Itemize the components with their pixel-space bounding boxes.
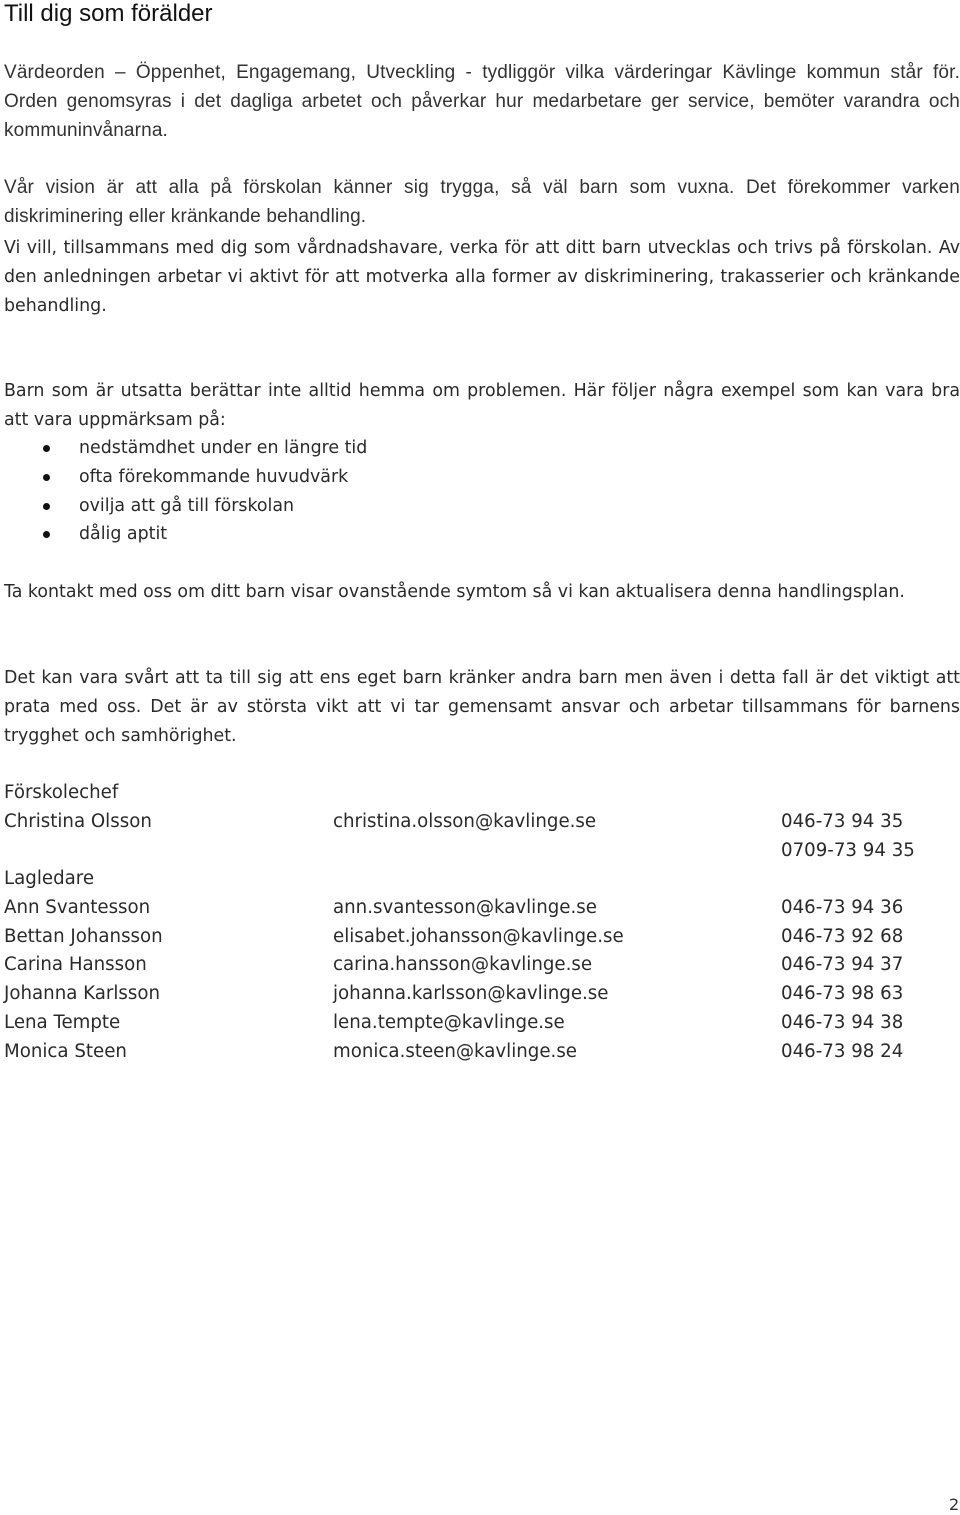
contact-row: [0, 808, 960, 837]
contact-row: [0, 980, 960, 1009]
contact-name: Monica Steen: [4, 1041, 127, 1062]
contact-phone: 046-73 92 68: [781, 926, 904, 947]
bullet-icon: [43, 474, 50, 481]
list-item-text: nedstämdhet under en längre tid: [79, 438, 368, 458]
vision-paragraph: Vår vision är att alla på förskolan känner sig trygga, så väl barn som vuxna. Det förekommer varken diskriminering eller kränkande behandling.: [4, 177, 960, 227]
contact-email[interactable]: johanna.karlsson@kavlinge.se: [333, 983, 609, 1004]
contact-name: Lena Tempte: [4, 1012, 121, 1033]
contact-name: Ann Svantesson: [4, 897, 151, 918]
contact-phone: 046-73 98 63: [781, 983, 904, 1004]
contact-email[interactable]: ann.svantesson@kavlinge.se: [333, 897, 597, 918]
contact-row: [0, 894, 960, 923]
list-item-text: dålig aptit: [79, 524, 168, 545]
warning-signs-list: [4, 434, 704, 549]
contact-row: [0, 951, 960, 980]
contact-phone: 046-73 94 38: [781, 1012, 904, 1033]
team-label: Lagledare: [4, 868, 95, 889]
list-item: [4, 463, 704, 492]
list-item: [4, 434, 704, 463]
page-title: Till dig som förälder: [4, 0, 213, 27]
contact-phone: 046-73 98 24: [781, 1041, 904, 1062]
bullet-icon: [43, 445, 50, 452]
contact-row: [0, 1009, 960, 1038]
contact-phone: 046-73 94 36: [781, 897, 904, 918]
contact-email[interactable]: elisabet.johansson@kavlinge.se: [333, 926, 624, 947]
signs-intro-paragraph: Barn som är utsatta berättar inte alltid hemma om problemen. Här följer några exempel som kan vara bra att vara uppmärksam på:: [4, 381, 960, 430]
contact-email[interactable]: christina.olsson@kavlinge.se: [333, 811, 597, 832]
contact-email[interactable]: lena.tempte@kavlinge.se: [333, 1012, 565, 1033]
list-item: [4, 520, 704, 549]
contact-name: Carina Hansson: [4, 954, 147, 975]
list-item-text: ofta förekommande huvudvärk: [79, 466, 349, 487]
contact-name: Bettan Johansson: [4, 926, 163, 947]
contact-email[interactable]: carina.hansson@kavlinge.se: [333, 954, 593, 975]
page-number: 2: [949, 1495, 960, 1514]
contact-row: [0, 923, 960, 952]
contact-row: [0, 837, 960, 866]
list-item: [4, 492, 704, 521]
contact-row: [0, 1038, 960, 1067]
contact-name: Johanna Karlsson: [4, 983, 161, 1004]
list-item-text: ovilja att gå till förskolan: [79, 495, 295, 516]
contact-phone-mobile: 0709-73 94 35: [781, 840, 915, 861]
values-paragraph: Värdeorden – Öppenhet, Engagemang, Utveckling - tydliggör vilka värderingar Kävlinge kommun står för. Orden genomsyras i det dagliga arbetet och påverkar hur medarbetare ger service, bemöter varandra och kommuninvånarna.: [4, 62, 960, 141]
contact-name: Christina Olsson: [4, 811, 152, 832]
bullet-icon: [43, 531, 50, 538]
director-label: Förskolechef: [4, 782, 119, 803]
together-paragraph: Vi vill, tillsammans med dig som vårdnadshavare, verka för att ditt barn utvecklas och trivs på förskolan. Av den anledningen arbetar vi aktivt för att motverka alla former av diskriminering, trakasserier och kränkande behandling.: [4, 238, 960, 316]
contact-phone: 046-73 94 35: [781, 811, 904, 832]
bullet-icon: [43, 503, 50, 510]
contact-phone: 046-73 94 37: [781, 954, 904, 975]
contact-email[interactable]: monica.steen@kavlinge.se: [333, 1041, 577, 1062]
responsibility-paragraph: Det kan vara svårt att ta till sig att ens eget barn kränker andra barn men även i detta fall är det viktigt att prata med oss. Det är av största vikt att vi tar gemensamt ansvar och arbetar tillsammans för barnens trygghet och samhörighet.: [4, 668, 960, 746]
contact-us-paragraph: Ta kontakt med oss om ditt barn visar ovanstående symtom så vi kan aktualisera denna handlingsplan.: [4, 582, 905, 602]
